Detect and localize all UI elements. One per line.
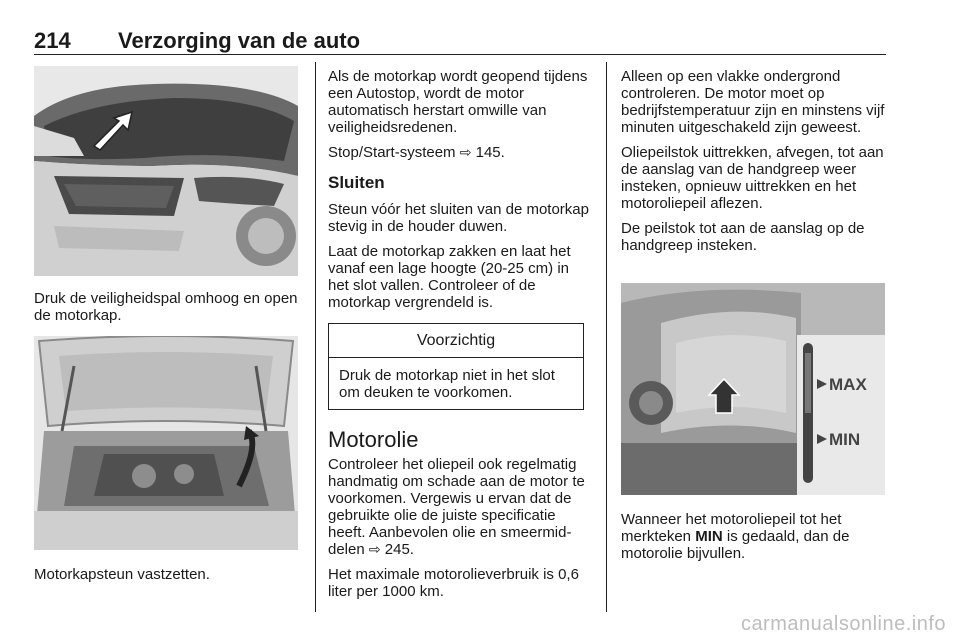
oil-page-ref: 245.	[384, 541, 414, 558]
caption-hood-support: Motorkapsteun vastzetten.	[34, 566, 210, 583]
oil-check-paragraph	[328, 456, 590, 558]
caution-title: Voorzichtig	[329, 324, 583, 358]
stop-start-page: 145.	[475, 144, 505, 161]
column-3-bottom	[621, 511, 887, 570]
page-header	[34, 26, 886, 55]
chapter-title: Verzorging van de auto	[118, 28, 361, 53]
column-1-caption1	[34, 290, 304, 332]
caption-hood-release: Druk de veiligheidspal omhoog en open de motorkap.	[34, 290, 298, 324]
dipstick-illustration	[621, 283, 885, 495]
hood-support-illustration	[34, 336, 298, 550]
page-ref-arrow-icon: ⇨	[459, 144, 472, 160]
heading-sluiten: Sluiten	[328, 173, 385, 192]
dipstick-procedure-paragraph: Oliepeilstok uittrekken, afvegen, tot aan de aanslag van de handgreep weer insteken, opnieuw uittrekken en het motoroliepeil aflezen.	[621, 144, 884, 212]
column-2	[328, 68, 590, 608]
page-number: 214	[34, 28, 71, 53]
dipstick-insert-paragraph: De peilstok tot aan de aanslag op de handgreep insteken.	[621, 220, 865, 254]
autostop-paragraph: Als de motorkap wordt geopend tijdens een Autostop, wordt de motor automatisch herstart omwille van veiligheidsredenen.	[328, 68, 588, 136]
dipstick-max-label: MAX	[829, 375, 867, 394]
support-paragraph: Steun vóór het sluiten van de motorkap stevig in de houder duwen.	[328, 201, 589, 235]
caution-box	[328, 323, 584, 410]
close-paragraph: Laat de motorkap zakken en laat het vanaf een lage hoogte (20-25 cm) in het slot vallen. Controleer of de motorkap vergrendeld is.	[328, 243, 571, 311]
stop-start-text: Stop/Start-systeem	[328, 144, 460, 161]
hood-release-illustration	[34, 66, 298, 276]
column-3	[621, 68, 887, 262]
dipstick-min-label: MIN	[829, 430, 861, 449]
refill-min-mark: MIN	[695, 528, 723, 545]
oil-consumption-paragraph: Het maximale motorolieverbruik is 0,6 liter per 1000 km.	[328, 566, 579, 600]
column-1-caption2	[34, 566, 304, 591]
column-divider-1	[315, 62, 316, 612]
heading-motorolie: Motorolie	[328, 427, 419, 452]
level-ground-paragraph: Alleen op een vlakke ondergrond controleren. De motor moet op bedrijfstemperatuur zijn en minstens vijf minuten uitgeschakeld zijn geweest.	[621, 68, 885, 136]
stop-start-reference	[328, 144, 590, 161]
caution-body: Druk de motorkap niet in het slot om deuken te voorkomen.	[339, 367, 555, 401]
watermark: carmanualsonline.info	[740, 613, 946, 635]
oil-check-text: Controleer het oliepeil ook regelmatig handmatig om schade aan de motor te voorkomen. Vergewis u ervan dat de gebruikte olie de juiste specificatie heeft. Aanbevolen olie en smeermiddelen	[328, 456, 585, 558]
refill-paragraph	[621, 511, 887, 562]
refill-text-b: is gedaald, dan de motorolie bijvullen.	[621, 528, 850, 562]
page-ref-arrow-icon: ⇨	[368, 541, 381, 557]
refill-text-a: Wanneer het motoroliepeil tot het merkteken	[621, 511, 842, 545]
column-divider-2	[606, 62, 607, 612]
